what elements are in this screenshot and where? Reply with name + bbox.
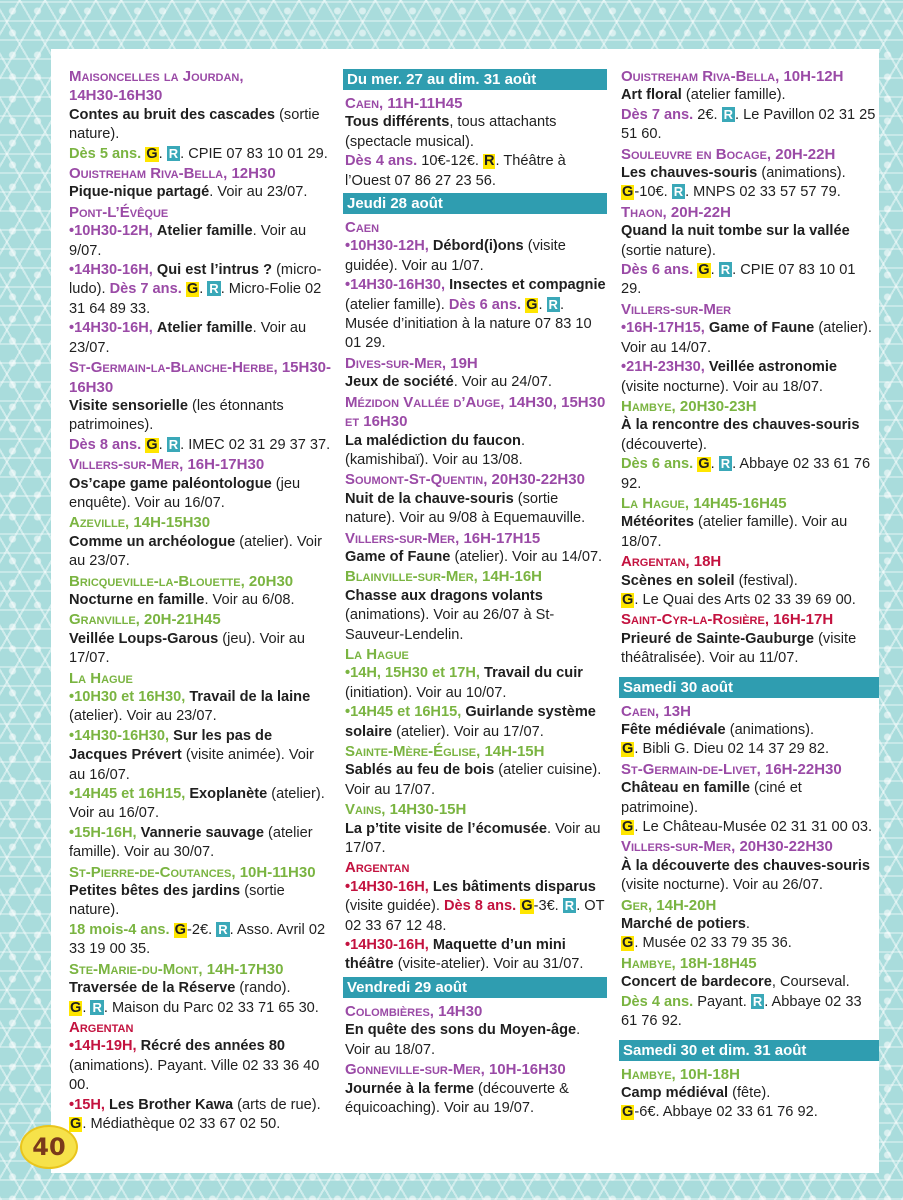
event-entry <box>345 470 607 528</box>
event-info: . CPIE 07 83 10 01 29. <box>621 262 856 298</box>
event-entry: Maisoncelles la Jourdan, 14H30-16H30 Contes au bruit des cascades (sortie nature). Dès 5 ans. G. R . CPIE 07 83 10 01 29. <box>69 67 331 164</box>
badge-g: G <box>622 591 634 608</box>
event-desc: . Voir au 17/07. <box>345 820 601 857</box>
event-entry <box>345 529 607 568</box>
event-info: . OT 02 33 67 12 48. <box>345 898 605 934</box>
badge-r: R <box>720 262 731 278</box>
age-label: Dès 6 ans. <box>621 456 694 473</box>
badge-g: G <box>622 935 634 952</box>
day-header: Samedi 30 et dim. 31 août <box>619 1040 879 1061</box>
event-entry <box>621 300 879 397</box>
event-place: Gonneville-sur-Mer, 10H-16H30 <box>345 1061 566 1079</box>
event-title: Débord(i)ons <box>432 238 524 255</box>
event-place: Sainte-Mère-Église, 14H-15H <box>345 743 545 760</box>
event-desc: (sortie nature). <box>69 883 285 919</box>
day-header: Du mer. 27 au dim. 31 août <box>343 69 607 90</box>
event-price: -2€. <box>187 921 213 938</box>
event-desc: (visite-atelier). Voir au 31/07. <box>393 956 584 973</box>
event-entry <box>621 67 879 145</box>
event-desc: (festival). <box>734 572 798 589</box>
event-title: Chasse aux dragons volants <box>345 587 543 604</box>
event-entry <box>345 645 607 742</box>
event-entry <box>69 164 331 203</box>
event-desc: (atelier famille). Voir au 30/07. <box>69 824 313 861</box>
event-info: . IMEC 02 31 29 37 37. <box>180 436 331 453</box>
event-time: •14H30-16H, <box>69 262 153 279</box>
event-entry <box>345 742 607 800</box>
event-time: •14H45 et 16H15, <box>69 786 186 803</box>
event-title: Les bâtiments disparus <box>432 878 596 895</box>
event-info: . Musée 02 33 79 35 36. <box>634 935 792 952</box>
event-place: Pont-L’Évêque <box>69 203 169 221</box>
event-title: Pique-nique partagé <box>69 184 210 201</box>
event-entry <box>69 513 331 571</box>
event-desc: . Voir au 6/08. <box>204 591 295 608</box>
event-info: . Le Quai des Arts 02 33 39 69 00. <box>634 591 856 608</box>
event-place: Soumont-St-Quentin, 20H30-22H30 <box>345 471 585 489</box>
event-place: Azeville, 14H-15H30 <box>69 514 211 532</box>
event-entry: Ste-Marie-du-Mont, 14H-17H30 Traversée de la Réserve (rando). G. R . Maison du Parc 02 33 71 65 30. <box>69 960 331 1018</box>
event-entry <box>621 760 879 838</box>
event-title: Château en famille <box>621 780 750 797</box>
event-desc: (micro-ludo). <box>69 262 322 298</box>
event-info: . Micro-Folie 02 31 64 89 33. <box>69 281 322 317</box>
event-place: Vains, 14H30-15H <box>345 801 467 819</box>
event-title: Vannerie sauvage <box>140 824 264 841</box>
event-desc: (atelier). Voir au 23/07. <box>69 708 217 725</box>
event-desc: (sortie nature). <box>621 242 716 259</box>
event-place: Villers-sur-Mer, 20H30-22H30 <box>621 838 833 856</box>
badge-g: G <box>70 1115 82 1132</box>
event-desc: (ciné et patrimoine). <box>621 780 802 816</box>
event-title: Comme un archéologue <box>69 533 236 550</box>
event-place: St-Germain-de-Livet, 16H-22H30 <box>621 760 842 778</box>
event-place: Ger, 14H-20H <box>621 896 717 914</box>
event-entry <box>69 863 331 960</box>
event-entry <box>621 494 879 552</box>
event-entry <box>69 455 331 513</box>
event-time: •14H30-16H, <box>69 320 153 337</box>
badge-r: R <box>752 993 763 1009</box>
event-entry <box>345 858 607 974</box>
event-title: Travail de la laine <box>189 689 311 705</box>
event-desc: (atelier). Voir au 23/07. <box>69 533 323 570</box>
event-title: Sablés au feu de bois <box>345 762 495 779</box>
event-place: Ste-Marie-du-Mont, 14H-17H30 <box>69 960 284 978</box>
badge-r: R <box>564 898 575 914</box>
event-entry <box>69 1018 331 1134</box>
event-entry <box>345 393 607 471</box>
event-info: . Maison du Parc 02 33 71 65 30. <box>103 999 319 1016</box>
event-place: Saint-Cyr-la-Rosière, 16H-17H <box>621 611 834 629</box>
event-info: . Musée d’initiation à la nature 07 83 10 01 29. <box>345 296 592 352</box>
badge-r: R <box>92 999 102 1015</box>
badge-g: G <box>622 741 634 758</box>
event-info: Abbaye 02 33 61 76 92. <box>662 1104 818 1121</box>
event-info: . Le Château-Musée 02 31 31 00 03. <box>634 819 873 836</box>
event-info: . MNPS 02 33 57 57 79. <box>685 184 841 201</box>
event-title: Scènes en soleil <box>621 572 735 589</box>
event-title: Marché de potiers <box>621 916 746 933</box>
event-title: Nocturne en famille <box>69 591 205 608</box>
event-title: Game of Faune <box>345 548 451 565</box>
event-desc: (visite nocturne). Voir au 26/07. <box>621 877 823 894</box>
badge-g: G <box>622 184 634 201</box>
event-place: Mézidon Vallée d’Auge, 14H30, 15H30 et 16H30 <box>345 393 606 431</box>
event-entry <box>69 572 331 611</box>
event-entry <box>345 94 607 191</box>
event-title: Visite sensorielle <box>69 397 188 414</box>
event-desc: , Courseval. <box>771 974 850 991</box>
age-label: Dès 6 ans. <box>621 262 694 279</box>
event-title: Guirlande système solaire <box>345 704 596 740</box>
event-info: . Médiathèque 02 33 67 02 50. <box>82 1115 281 1132</box>
event-time: 14H30-16H30 <box>69 87 163 105</box>
badge-g: G <box>186 281 199 298</box>
event-place: Ouistreham Riva-Bella, 10H-12H <box>621 68 844 85</box>
age-label: Dès 6 ans. <box>448 296 522 313</box>
event-title: À la découverte des chauves-souris <box>621 857 871 874</box>
event-desc: (sortie nature). <box>69 106 320 143</box>
event-entry <box>345 354 607 393</box>
event-time: •15H, <box>69 1096 105 1113</box>
event-title: Atelier famille <box>156 223 253 240</box>
event-info: . Asso. Avril 02 33 19 00 35. <box>69 921 326 958</box>
event-price: Payant. <box>693 993 751 1010</box>
event-place: Villers-sur-Mer <box>621 300 732 318</box>
event-place: St-Pierre-de-Coutances, 10H-11H30 <box>69 863 316 881</box>
event-price: 10€-12€. <box>417 153 483 170</box>
age-label: Dès 7 ans. <box>109 281 182 298</box>
event-entry <box>621 552 879 610</box>
event-entry: Hambye, 20H30-23H À la rencontre des chauves-souris (découverte). Dès 6 ans. G. R . Abbaye 02 33 61 76 92. <box>621 397 879 494</box>
event-desc: (animations). <box>725 722 815 738</box>
event-title: À la rencontre des chauves-souris <box>621 417 860 434</box>
event-title: Travail du cuir <box>483 665 583 682</box>
event-title: Prieuré de Sainte-Gauburge <box>621 630 815 647</box>
event-title: Traversée de la Réserve <box>69 980 236 997</box>
event-title: Concert de bardecore <box>621 974 772 991</box>
age-label: Dès 8 ans. <box>69 436 142 453</box>
event-desc: (visite théâtralisée). Voir au 11/07. <box>621 630 857 667</box>
event-desc: (atelier). Voir au 16/07. <box>69 786 325 822</box>
event-desc: . Voir au 9/07. <box>69 223 307 259</box>
age-label: 18 mois-4 ans. <box>69 921 170 938</box>
event-place: Caen, 13H <box>621 702 691 720</box>
page-number: 40 <box>20 1125 78 1169</box>
event-place: Colombières, 14H30 <box>345 1002 483 1020</box>
event-place: Bricqueville-la-Blouette, 20H30 <box>69 572 294 590</box>
page <box>51 49 879 1173</box>
event-time: •10H30-12H, <box>69 223 153 240</box>
column-1 <box>69 67 331 1134</box>
event-place: Thaon, 20H-22H <box>621 203 731 221</box>
event-desc: . <box>745 916 750 933</box>
event-title: Les Brother Kawa <box>109 1096 234 1113</box>
event-desc: (visite animée). Voir au 16/07. <box>69 747 314 783</box>
event-title: Qui est l’intrus ? <box>156 262 273 279</box>
event-time: •10H30-12H, <box>345 238 429 255</box>
event-title: Petites bêtes des jardins <box>69 883 241 900</box>
event-time: •16H-17H15, <box>621 320 705 337</box>
event-entry <box>621 837 879 895</box>
event-entry: Pont-L’Évêque •10H30-12H, Atelier famille. Voir au 9/07. •14H30-16H, Qui est l’intrus ? (micro-ludo). Dès 7 ans. G. R . Micro-Folie 02 31 64 89 33. •14H30-16H, Atelier famille. Voir au 23/07. <box>69 203 331 358</box>
event-desc: (fête). <box>728 1084 771 1101</box>
event-info: . Abbaye 02 33 61 76 92. <box>621 456 871 492</box>
event-desc: (animations). Payant. Ville 02 33 36 40 00. <box>69 1057 320 1094</box>
event-entry <box>621 954 879 1032</box>
event-desc: (rando). <box>235 980 291 997</box>
event-time: •14H30-16H30, <box>345 277 446 294</box>
badge-r: R <box>209 281 219 297</box>
event-place: La Hague, 14H45-16H45 <box>621 494 787 512</box>
event-place: La Hague <box>69 669 133 687</box>
event-desc: . Voir au 24/07. <box>453 374 552 391</box>
event-place: Souleuvre en Bocage, 20H-22H <box>621 145 836 163</box>
event-desc: . Voir au 23/07. <box>209 184 308 201</box>
badge-g: G <box>622 1104 634 1121</box>
event-entry <box>345 1002 607 1060</box>
event-title: Tous différents <box>345 114 450 131</box>
event-info: . Bibli G. Dieu 02 14 37 29 82. <box>634 741 830 758</box>
event-info: . Le Pavillon 02 31 25 51 60. <box>621 106 876 143</box>
event-place: St-Germain-la-Blanche-Herbe, 15H30-16H30 <box>69 359 332 396</box>
day-header: Vendredi 29 août <box>343 977 607 998</box>
badge-g: G <box>174 921 187 938</box>
badge-g: G <box>70 999 82 1016</box>
event-title: Insectes et compagnie <box>449 277 606 294</box>
badge-r: R <box>723 106 733 122</box>
event-place: Caen, 11H-11H45 <box>345 95 463 112</box>
event-desc: (découverte). <box>621 436 707 453</box>
event-desc: . Voir au 18/07. <box>345 1022 581 1058</box>
badge-r: R <box>168 145 179 161</box>
event-desc: (sortie nature). Voir au 9/08 à Equemauville. <box>345 490 586 527</box>
event-place: Dives-sur-Mer, 19H <box>345 354 478 372</box>
event-entry <box>621 145 879 203</box>
badge-g: G <box>521 898 533 915</box>
event-entry: Thaon, 20H-22H Quand la nuit tombe sur la vallée (sortie nature). Dès 6 ans. G. R . CPIE 07 83 10 01 29. <box>621 203 879 300</box>
age-label: Dès 4 ans. <box>345 153 418 170</box>
event-title: Récré des années 80 <box>140 1038 286 1055</box>
event-entry <box>69 669 331 863</box>
day-header: Jeudi 28 août <box>343 193 607 214</box>
event-title: Les chauves-souris <box>621 165 758 182</box>
column-2 <box>345 67 607 1118</box>
age-label: Dès 5 ans. <box>69 145 142 162</box>
badge-g: G <box>622 819 634 836</box>
event-info: . Abbaye 02 33 61 76 92. <box>621 993 862 1030</box>
event-title: Jeux de société <box>345 374 454 391</box>
badge-r: R <box>218 921 228 937</box>
event-time: •14H45 et 16H15, <box>345 704 462 721</box>
event-title: Sur les pas de Jacques Prévert <box>69 727 273 764</box>
event-desc: (initiation). Voir au 10/07. <box>345 684 507 701</box>
event-entry <box>345 567 607 645</box>
age-label: Dès 8 ans. <box>443 898 517 915</box>
event-price: 2€. <box>693 106 722 123</box>
event-desc: (animations). Voir au 26/07 à St-Sauveur-Lendelin. <box>345 607 555 643</box>
event-desc: (atelier). Voir au 14/07. <box>450 548 603 565</box>
event-place: Argentan, 18H <box>621 553 722 571</box>
event-place: Granville, 20H-21H45 <box>69 611 221 629</box>
event-title: Quand la nuit tombe sur la vallée <box>621 223 850 240</box>
event-title: Exoplanète <box>189 786 268 803</box>
event-place: Argentan <box>69 1018 134 1036</box>
event-place: Hambye, 10H-18H <box>621 1065 740 1083</box>
event-desc: (les étonnants patrimoines). <box>69 397 284 434</box>
event-title: Météorites <box>621 514 694 531</box>
event-entry <box>345 800 607 858</box>
event-info: . CPIE 07 83 10 01 29. <box>180 145 328 162</box>
event-place: Hambye, 20H30-23H <box>621 397 757 415</box>
event-entry <box>621 610 879 668</box>
event-desc: (jeu enquête). Voir au 16/07. <box>69 475 301 511</box>
event-place: Villers-sur-Mer, 16H-17H30 <box>69 456 265 474</box>
badge-g: G <box>698 456 710 473</box>
event-title: Contes au bruit des cascades <box>69 106 276 123</box>
event-title: Journée à la ferme <box>345 1080 474 1097</box>
badge-r-yellow: R <box>483 153 495 170</box>
event-desc: , tous attachants (spectacle musical). <box>345 114 557 150</box>
age-label: Dès 7 ans. <box>621 106 694 123</box>
event-title: Os’cape game paléontologue <box>69 475 272 492</box>
event-desc: (visite guidée). <box>345 898 444 915</box>
event-time: •10H30 et 16H30, <box>69 689 186 705</box>
event-desc: (atelier famille). Voir au 18/07. <box>621 514 848 550</box>
event-place: La Hague <box>345 645 409 663</box>
event-title: Camp médiéval <box>621 1084 729 1101</box>
event-place: Blainville-sur-Mer, 14H-16H <box>345 568 543 586</box>
event-desc: (visite guidée). Voir au 1/07. <box>345 238 566 274</box>
event-title: La p’tite visite de l’écomusée <box>345 820 547 837</box>
event-price: -6€. <box>634 1104 663 1121</box>
event-entry: St-Germain-la-Blanche-Herbe, 15H30-16H30 Visite sensorielle (les étonnants patrimoines). Dès 8 ans. G. R . IMEC 02 31 29 37 37. <box>69 359 332 453</box>
event-title: Fête médiévale <box>621 722 726 738</box>
event-title: Game of Faune <box>708 320 815 337</box>
event-title: Atelier famille <box>156 320 253 337</box>
event-time: •14H30-16H30, <box>69 727 170 744</box>
event-entry <box>621 702 879 760</box>
event-time: •21H-23H30, <box>621 359 705 376</box>
event-desc: (atelier cuisine). Voir au 17/07. <box>345 762 602 798</box>
event-title: Art floral <box>621 87 682 104</box>
event-desc: (arts de rue). <box>233 1096 321 1113</box>
badge-r: R <box>168 436 179 452</box>
event-desc: (atelier). Voir au 17/07. <box>392 723 544 740</box>
badge-g: G <box>698 262 710 279</box>
badge-r: R <box>720 456 731 472</box>
event-title: En quête des sons du Moyen-âge <box>345 1022 577 1039</box>
day-header: Samedi 30 août <box>619 677 879 698</box>
event-price: -3€. <box>533 898 563 915</box>
event-entry <box>345 1060 607 1118</box>
event-place: Villers-sur-Mer, 16H-17H15 <box>345 529 541 547</box>
badge-g: G <box>146 436 158 453</box>
badge-g: G <box>146 145 158 162</box>
event-desc: (atelier famille). <box>345 296 449 313</box>
event-time: •14H30-16H, <box>345 937 429 954</box>
event-place: Caen <box>345 219 380 237</box>
column-3 <box>621 67 879 1123</box>
event-desc: (visite nocturne). Voir au 18/07. <box>621 378 823 395</box>
event-entry <box>69 610 331 668</box>
event-title: Nuit de la chauve-souris <box>345 490 514 507</box>
badge-r: R <box>673 184 684 200</box>
badge-g: G <box>526 296 538 313</box>
event-place: Maisoncelles la Jourdan, <box>69 68 244 85</box>
event-place: Argentan <box>345 859 410 877</box>
event-desc: (animations). <box>757 165 846 182</box>
event-title: La malédiction du faucon <box>345 432 521 449</box>
event-desc: (atelier famille). <box>681 87 786 104</box>
event-desc: (jeu). Voir au 17/07. <box>69 630 306 667</box>
event-price: -10€. <box>634 184 672 201</box>
badge-r: R <box>548 296 558 312</box>
event-desc: (atelier). Voir au 14/07. <box>621 320 872 356</box>
event-place: Ouistreham Riva-Bella, 12H30 <box>69 165 276 183</box>
event-time: •14H30-16H, <box>345 878 429 895</box>
event-place: Hambye, 18H-18H45 <box>621 954 757 972</box>
event-time: •14H-19H, <box>69 1038 137 1055</box>
event-desc: (découverte & équicoaching). Voir au 19/07. <box>345 1080 569 1116</box>
event-entry <box>621 1065 879 1123</box>
event-desc: . Voir au 23/07. <box>69 320 307 356</box>
event-info: . Théâtre à l’Ouest 07 86 27 23 56. <box>345 153 566 189</box>
event-desc: . (kamishibaï). Voir au 13/08. <box>345 432 526 468</box>
event-title: Veillée Loups-Garous <box>69 630 219 647</box>
event-time: •15H-16H, <box>69 824 137 841</box>
age-label: Dès 4 ans. <box>621 993 694 1010</box>
event-time: •14H, 15H30 et 17H, <box>345 665 480 682</box>
event-title: Veillée astronomie <box>708 359 838 376</box>
event-entry <box>621 896 879 954</box>
event-title: Maquette d’un mini théâtre <box>345 937 566 973</box>
event-entry: Caen •10H30-12H, Débord(i)ons (visite guidée). Voir au 1/07. •14H30-16H30, Insectes et compagnie (atelier famille). Dès 6 ans. G. R . Musée d’initiation à la nature 07 83 10 01 29. <box>345 219 606 352</box>
